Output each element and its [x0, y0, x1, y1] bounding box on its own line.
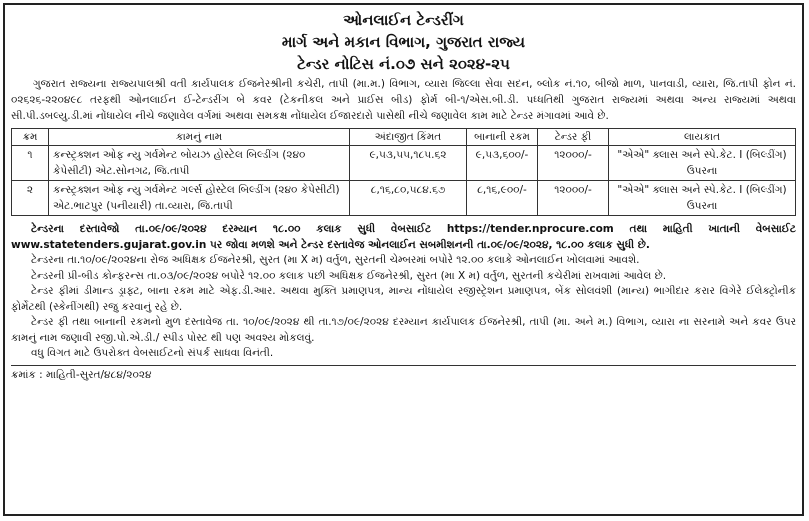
row-qualification: "એએ" ક્લાસ અને સ્પે.કેટ. I (બિલ્ડીંગ) ઉપરના [609, 146, 796, 181]
row-tender-fee: ૧૨૦૦૦/- [538, 146, 609, 181]
notice-header [11, 9, 796, 75]
header-work-name: કામનું નામ [49, 129, 350, 146]
intro-paragraph: ગુજરાત રાજ્યના રાજ્યપાલશ્રી વતી કાર્યપાલક ઈજનેરશ્રીની કચેરી, તાપી (મા.મ.) વિભાગ, વ્યારા જિલ્લા સેવા સદન, બ્લોક નં.૧૦, બીજો માળ, પાનવાડી, વ્યારા, જિ.તાપી ફોન નં. ૦૨૬૨૬-૨૨૦૪૯૮ તરફથી ઓનલાઈન ઈ-ટેન્ડરીંગ બે કવર (ટેકનીકલ અને પ્રાઈસ બીડ) ફોર્મ બી-૧/એસ.બી.ડી. પધ્ધતિથી ગુજરાત રાજ્યમાં અથવા અન્ય રાજ્યમાં અથવા સી.પી.ડબલ્યુ.ડી.માં નોંધાયેલ નીચે જણાવેલ વર્ગમાં અથવા સમકક્ષ નોંધાયેલ ઈજારદારો પાસેથી નીચે જણાવેલ કામ માટે ટેન્ડર મંગાવમાં આવે છે. [11, 78, 796, 122]
row-work-name: કન્સ્ટ્રક્શન ઓફ ન્યુ ગર્વમેન્ટ બોયઝ હોસ્ટેલ બિલ્ડીંગ (૨૪૦ કેપેસીટી) એટ.સોનગઢ, જિ.તાપી [49, 146, 350, 181]
header-notice-number: ટેન્ડર નોટિસ નં.૦૭ સને ૨૦૨૪-૨૫ [297, 55, 510, 73]
row-emd: ૯,૫૩,૬૦૦/- [467, 146, 538, 181]
header-no: ક્રમ [12, 129, 49, 146]
header-emd: બાનાની રકમ [467, 129, 538, 146]
row-no: ૧ [12, 146, 49, 181]
note-prebid-conference: ટેન્ડરની પ્રી-બીડ કોન્ફરન્સ તા.૦૩/૦૯/૨૦૨૪ બપોરે ૧૨.૦૦ કલાક પછી અધિક્ષક ઈજનેરશ્રી, સુરત (મા X મ) વર્તુળ, સુરતની કચેરીમાં રાખવામાં આવેલ છે. [31, 269, 667, 282]
row-emd: ૮,૧૬,૯૦૦/- [467, 181, 538, 216]
header-online-tendering: ઓનલાઈન ટેન્ડરીંગ [343, 11, 464, 29]
note-opening-date: ટેન્ડરના તા.૧૦/૦૯/૨૦૨૪ના રોજ અધિક્ષક ઈજનેરશ્રી, સુરત (મા X મ) વર્તુળ, સુરતની ચેમ્બરમાં બપોરે ૧૨.૦૦ કલાકે ઓનલાઈન ખોલવામાં આવશે. [31, 254, 640, 266]
note-contact-website: વધુ વિગત માટે ઉપરોક્ત વેબસાઈટનો સંપર્ક સાધવા વિનંતી. [31, 347, 274, 359]
table-row [12, 181, 796, 216]
tender-table [11, 128, 796, 216]
header-qualification: લાયકાત [609, 129, 796, 146]
header-department: માર્ગ અને મકાન વિભાગ, ગુજરાત રાજ્ય [281, 33, 526, 51]
table-header-row [12, 129, 796, 146]
tender-notice [3, 3, 804, 516]
note-physical-submission: ટેન્ડર ફી તથા બાનાની રકમનો મુળ દસ્તાવેજ તા. ૧૦/૦૯/૨૦૨૪ થી તા.૧૭/૦૯/૨૦૨૪ દરમ્યાન કાર્યપાલક ઈજનેરશ્રી, તાપી (મા. અને મ.) વિભાગ, વ્યારા ના સરનામે અને કવર ઉપર કામનું નામ જણાવી રજી.પો.એ.ડી./ સ્પીડ પોસ્ટ થી પણ અવશ્ય મોકલવું. [11, 316, 796, 344]
row-work-name: કન્સ્ટ્રક્શન ઓફ ન્યુ ગર્વમેન્ટ ગર્લ્સ હોસ્ટેલ બિલ્ડીંગ (૨૪૦ કેપેસીટી) એટ.ભાટપુર (પનીયારી) તા.વ્યારા, જિ.તાપી [49, 181, 350, 216]
row-tender-fee: ૧૨૦૦૦/- [538, 181, 609, 216]
row-estimated-amount: ૮,૧૬,૮૦,૫૮૪.૬૭ [350, 181, 467, 216]
header-tender-fee: ટેન્ડર ફી [538, 129, 609, 146]
note-required-documents: ટેન્ડર ફીમાં ડીમાન્ડ ડ્રાફ્ટ, બાના રકમ માટે એફ.ડી.આર. અથવા મુક્તિ પ્રમાણપત્ર, માન્ય નોંધાયેલ રજીસ્ટ્રેશન પ્રમાણપત્ર, બેંક સોલવંશી (માન્ય) ભાગીદાર કરાર વિગેરે ઈલેક્ટ્રોનીક ફોર્મેટથી (સ્કેનીંગથી) રજુ કરવાનું રહે છે. [11, 285, 796, 313]
row-estimated-amount: ૯,૫૩,૫૫,૧૮૫.૬૨ [350, 146, 467, 181]
table-row [12, 146, 796, 181]
row-no: ૨ [12, 181, 49, 216]
row-qualification: "એએ" ક્લાસ અને સ્પે.કેટ. I (બિલ્ડીંગ) ઉપરના [609, 181, 796, 216]
reference-number: ક્રમાંક : માહિતી-સુરત/૪૮૪/૨૦૨૪ [11, 365, 796, 383]
note-documents-availability: ટેન્ડરના દસ્તાવેજો તા.૦૯/૦૯/૨૦૨૪ દરમ્યાન ૧૮.૦૦ કલાક સુધી વેબસાઈટ https://tender.nprocure.com તથા માહિતી ખાતાની વેબસાઈટ www.statetenders.gujarat.gov.in પર જોવા મળશે અને ટેન્ડર દસ્તાવેજ ઓનલાઈન સબમીશનની તા.૦૯/૦૯/૨૦૨૪, ૧૮.૦૦ કલાક સુધી છે. [11, 223, 796, 251]
header-estimated-amount: અંદાજીત કિંમત [350, 129, 467, 146]
notes-section [11, 222, 796, 362]
